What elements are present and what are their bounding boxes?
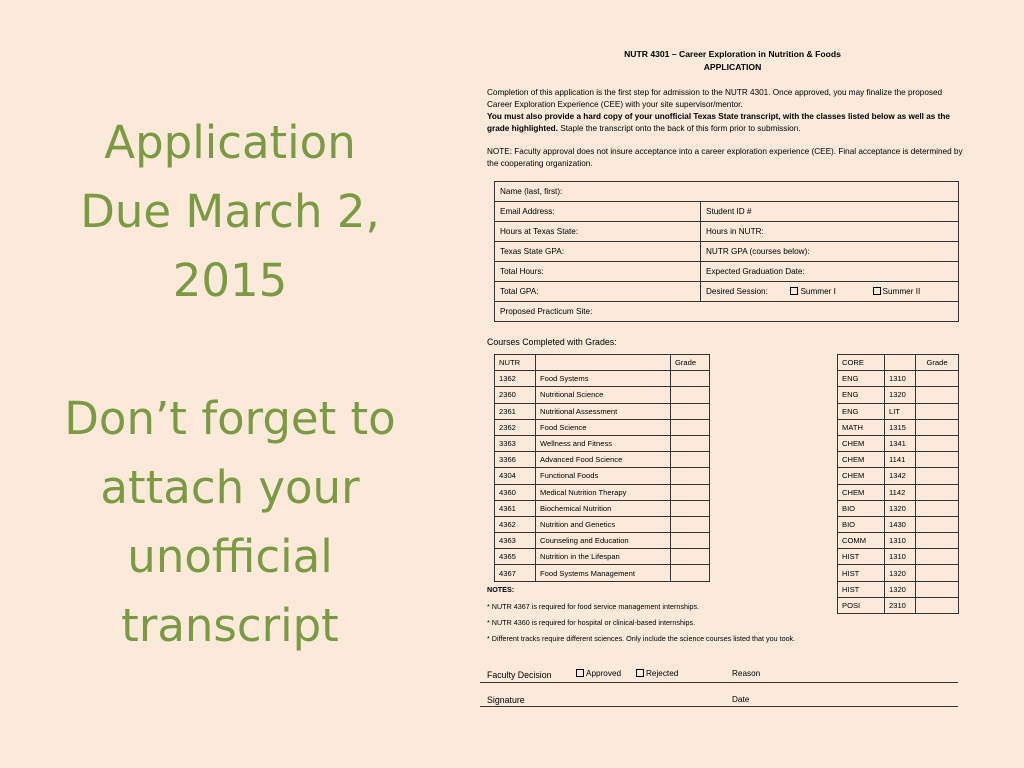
grade-cell[interactable] xyxy=(671,371,710,387)
table-row xyxy=(838,565,959,581)
table-row xyxy=(495,403,710,419)
grade-cell[interactable] xyxy=(671,565,710,581)
course-code: 4361 xyxy=(495,500,536,516)
course-detail: Biochemical Nutrition xyxy=(536,500,671,516)
course-detail: LIT xyxy=(885,403,916,419)
course-detail: Nutrition and Genetics xyxy=(536,516,671,532)
course-detail: Medical Nutrition Therapy xyxy=(536,484,671,500)
desired-session-field: Desired Session: Summer I Summer II xyxy=(701,282,959,302)
table-row xyxy=(495,533,710,549)
nutr-gpa-field[interactable]: NUTR GPA (courses below): xyxy=(701,242,959,262)
course-code: 4367 xyxy=(495,565,536,581)
course-detail: 1430 xyxy=(885,516,916,532)
faculty-decision-label: Faculty Decision xyxy=(487,670,552,680)
form-subtitle: APPLICATION xyxy=(703,62,762,72)
course-detail: Nutritional Science xyxy=(536,387,671,403)
texas-state-gpa-field[interactable]: Texas State GPA: xyxy=(495,242,701,262)
course-code: 2362 xyxy=(495,419,536,435)
course-code: CHEM xyxy=(838,484,885,500)
grade-cell[interactable] xyxy=(916,435,959,451)
course-detail: Nutritional Assessment xyxy=(536,403,671,419)
course-detail: Counseling and Education xyxy=(536,533,671,549)
course-detail: Functional Foods xyxy=(536,468,671,484)
note-item: * NUTR 4360 is required for hospital or clinical-based internships. xyxy=(487,618,696,627)
course-detail: 1320 xyxy=(885,581,916,597)
nutr-courses-table xyxy=(494,354,710,582)
reminder-line: transcript xyxy=(121,599,339,652)
note-paragraph: NOTE: Faculty approval does not insure acceptance into a career exploration experience (CEE). Final acceptance is determined by the cooperating organization. xyxy=(487,147,963,168)
practicum-site-field[interactable]: Proposed Practicum Site: xyxy=(495,302,959,322)
grade-cell[interactable] xyxy=(671,387,710,403)
course-detail: 1310 xyxy=(885,371,916,387)
table-row xyxy=(495,484,710,500)
summer2-checkbox[interactable]: Summer II xyxy=(873,287,921,296)
course-detail: Food Systems Management xyxy=(536,565,671,581)
course-code: 4365 xyxy=(495,549,536,565)
course-detail: 1320 xyxy=(885,500,916,516)
grade-cell[interactable] xyxy=(916,581,959,597)
grade-cell[interactable] xyxy=(916,468,959,484)
grade-cell[interactable] xyxy=(916,516,959,532)
table-row xyxy=(838,581,959,597)
course-detail: 1342 xyxy=(885,468,916,484)
student-id-field[interactable]: Student ID # xyxy=(701,202,959,222)
table-row xyxy=(495,452,710,468)
transcript-requirement: You must also provide a hard copy of your unofficial Texas State transcript, with the classes listed below as well as the grade highlighted. xyxy=(487,112,950,133)
course-code: ENG xyxy=(838,387,885,403)
course-detail: 1142 xyxy=(885,484,916,500)
table-row xyxy=(838,403,959,419)
table-row xyxy=(838,468,959,484)
table-row xyxy=(838,533,959,549)
grade-header: Grade xyxy=(671,355,710,371)
reminder-line: attach your xyxy=(100,461,360,514)
course-code: 1362 xyxy=(495,371,536,387)
reminder-line: Don’t forget to xyxy=(64,392,396,445)
grade-cell[interactable] xyxy=(671,484,710,500)
approved-checkbox[interactable]: Approved xyxy=(576,669,621,678)
course-detail: 1315 xyxy=(885,419,916,435)
reminder-line: unofficial xyxy=(127,530,333,583)
hours-texas-state-field[interactable]: Hours at Texas State: xyxy=(495,222,701,242)
course-detail: Wellness and Fitness xyxy=(536,435,671,451)
course-code: HIST xyxy=(838,581,885,597)
core-header: CORE xyxy=(838,355,885,371)
email-field[interactable]: Email Address: xyxy=(495,202,701,222)
course-code: CHEM xyxy=(838,452,885,468)
grade-cell[interactable] xyxy=(916,371,959,387)
course-code: 4304 xyxy=(495,468,536,484)
announcement-line: 2015 xyxy=(172,254,288,307)
course-detail: 1141 xyxy=(885,452,916,468)
student-info-table xyxy=(494,181,959,322)
table-row xyxy=(495,565,710,581)
grade-cell[interactable] xyxy=(671,500,710,516)
table-row xyxy=(495,549,710,565)
announcement-line: Application xyxy=(104,116,356,169)
course-code: CHEM xyxy=(838,468,885,484)
nutr-header: NUTR xyxy=(495,355,536,371)
grade-cell[interactable] xyxy=(671,435,710,451)
grade-cell[interactable] xyxy=(916,419,959,435)
hours-nutr-field[interactable]: Hours in NUTR: xyxy=(701,222,959,242)
table-row xyxy=(838,484,959,500)
rejected-checkbox[interactable]: Rejected xyxy=(636,669,678,678)
grade-cell[interactable] xyxy=(671,419,710,435)
course-code: 2361 xyxy=(495,403,536,419)
announcement-line: Due March 2, xyxy=(80,185,380,238)
grade-cell[interactable] xyxy=(916,500,959,516)
course-detail: 1310 xyxy=(885,549,916,565)
notes-title: NOTES: xyxy=(487,585,515,594)
course-detail: 1320 xyxy=(885,565,916,581)
course-code: 4362 xyxy=(495,516,536,532)
table-row xyxy=(495,516,710,532)
grade-cell[interactable] xyxy=(671,533,710,549)
course-code: HIST xyxy=(838,549,885,565)
date-label: Date xyxy=(732,695,750,704)
table-row xyxy=(838,452,959,468)
intro-paragraph: Completion of this application is the first step for admission to the NUTR 4301. Once approved, you may finalize the proposed Career Exploration Experience (CEE) with your site supervisor/mentor. You must also provide a hard copy of your unofficial Texas State transcript, with the classes listed below as well as the grade highlighted. Staple the transcript onto the back of this form prior to submission. xyxy=(487,88,950,133)
course-code: COMM xyxy=(838,533,885,549)
grade-cell[interactable] xyxy=(671,549,710,565)
reason-label: Reason xyxy=(732,669,761,678)
course-detail: 1310 xyxy=(885,533,916,549)
name-field[interactable]: Name (last, first): xyxy=(495,182,959,202)
grade-cell[interactable] xyxy=(916,533,959,549)
table-row xyxy=(838,419,959,435)
grade-header: Grade xyxy=(916,355,959,371)
signature-line[interactable] xyxy=(480,706,958,707)
grade-cell[interactable] xyxy=(916,403,959,419)
table-row xyxy=(838,597,959,613)
courses-label: Courses Completed with Grades: xyxy=(487,337,617,347)
course-code: 4363 xyxy=(495,533,536,549)
grade-cell[interactable] xyxy=(671,516,710,532)
course-code: MATH xyxy=(838,419,885,435)
course-code: 3363 xyxy=(495,435,536,451)
grade-cell[interactable] xyxy=(671,452,710,468)
total-gpa-field[interactable]: Total GPA: xyxy=(495,282,701,302)
course-detail: Food Science xyxy=(536,419,671,435)
course-detail: 1320 xyxy=(885,387,916,403)
course-code: 3366 xyxy=(495,452,536,468)
summer1-checkbox[interactable]: Summer I xyxy=(790,287,836,296)
table-row xyxy=(495,468,710,484)
course-code: ENG xyxy=(838,371,885,387)
table-row xyxy=(838,549,959,565)
signature-label: Signature xyxy=(487,695,525,705)
course-detail: Advanced Food Science xyxy=(536,452,671,468)
course-code: BIO xyxy=(838,500,885,516)
announcement xyxy=(30,108,430,660)
total-hours-field[interactable]: Total Hours: xyxy=(495,262,701,282)
grade-cell[interactable] xyxy=(671,403,710,419)
table-row xyxy=(495,371,710,387)
core-courses-table xyxy=(837,354,959,614)
form-title: NUTR 4301 – Career Exploration in Nutrition & Foods xyxy=(624,49,841,59)
table-row xyxy=(838,516,959,532)
grade-cell[interactable] xyxy=(916,565,959,581)
table-row xyxy=(838,500,959,516)
table-row xyxy=(495,419,710,435)
course-detail: Nutrition in the Lifespan xyxy=(536,549,671,565)
table-row xyxy=(495,387,710,403)
note-item: * NUTR 4367 is required for food service management internships. xyxy=(487,602,700,611)
table-row xyxy=(838,371,959,387)
table-row xyxy=(838,435,959,451)
table-row xyxy=(495,435,710,451)
course-code: 4360 xyxy=(495,484,536,500)
grade-cell[interactable] xyxy=(671,468,710,484)
decision-line[interactable] xyxy=(480,682,958,683)
table-row xyxy=(495,500,710,516)
course-detail: 1341 xyxy=(885,435,916,451)
graduation-date-field[interactable]: Expected Graduation Date: xyxy=(701,262,959,282)
table-row xyxy=(838,387,959,403)
grade-cell[interactable] xyxy=(916,549,959,565)
course-code: 2360 xyxy=(495,387,536,403)
course-code: ENG xyxy=(838,403,885,419)
note-item: * Different tracks require different sciences. Only include the science courses listed that you took. xyxy=(487,634,796,643)
course-detail: Food Systems xyxy=(536,371,671,387)
course-code: BIO xyxy=(838,516,885,532)
course-code: HIST xyxy=(838,565,885,581)
grade-cell[interactable] xyxy=(916,387,959,403)
grade-cell[interactable] xyxy=(916,452,959,468)
grade-cell[interactable] xyxy=(916,597,959,613)
grade-cell[interactable] xyxy=(916,484,959,500)
course-detail: 2310 xyxy=(885,597,916,613)
course-code: CHEM xyxy=(838,435,885,451)
course-code: POSI xyxy=(838,597,885,613)
